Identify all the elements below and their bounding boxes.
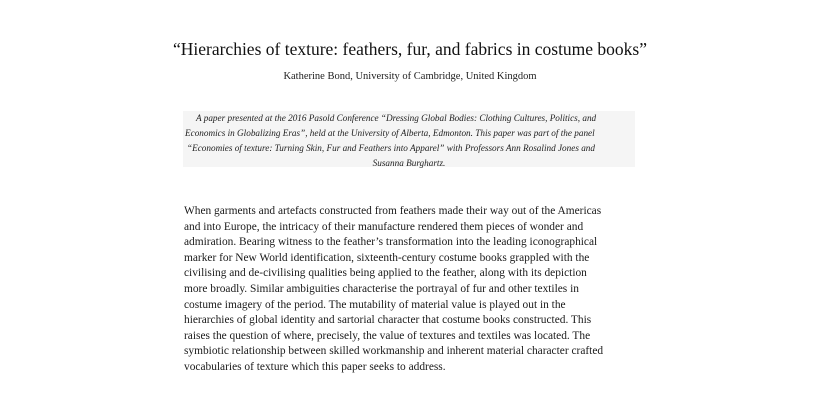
abstract-line: hierarchies of global identity and sartorial character that costume books constructed. This [184,314,592,327]
conference-note-line: A paper presented at the 2016 Pasold Conference “Dressing Global Bodies: Clothing Cultures, Politics, and [196,113,597,123]
abstract-line: raises the question of where, precisely, the value of textures and textiles was located. The [184,329,591,342]
abstract-line: symbiotic relationship between skilled workmanship and inherent material character crafted [184,345,604,358]
abstract-line: civilising and de-civilising qualities being applied to the feather, along with its depiction [184,267,587,280]
abstract-line: vocabularies of texture which this paper seeks to address. [184,360,446,373]
abstract-line: costume imagery of the period. The mutability of material value is played out in the [184,298,566,311]
abstract-paragraph [184,204,644,376]
conference-note-line: Economics in Globalizing Eras”, held at the University of Alberta, Edmonton. This paper was part of the panel [185,128,595,138]
paper-title: “Hierarchies of texture: feathers, fur, and fabrics in costume books” [172,39,648,59]
abstract-line: and into Europe, the intricacy of their manufacture rendered them pieces of wonder and [184,220,584,233]
abstract-line: marker for New World identification, sixteenth-century costume books grappled with the [184,251,590,264]
conference-note-line: “Economies of texture: Turning Skin, Fur and Feathers into Apparel” with Professors Ann Rosalind Jones and [187,143,595,153]
conference-note [183,111,635,167]
author-affiliation: Katherine Bond, University of Cambridge, United Kingdom [283,71,537,82]
abstract-line: When garments and artefacts constructed from feathers made their way out of the Americas [184,205,602,217]
conference-note-line: Susanna Burghartz. [372,158,446,168]
abstract-line: admiration. Bearing witness to the feather’s transformation into the leading iconographical [184,236,598,249]
abstract-line: more broadly. Similar ambiguities characterise the portrayal of fur and other textiles in [184,282,579,295]
